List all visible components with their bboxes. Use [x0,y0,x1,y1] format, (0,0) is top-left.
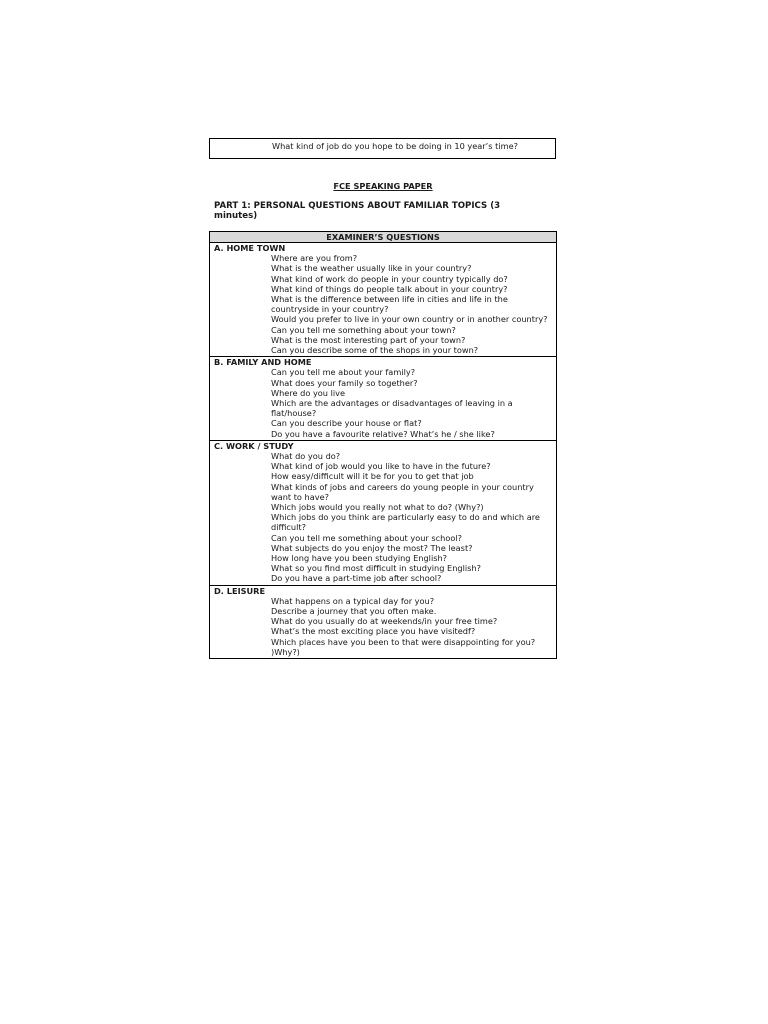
question-item: Can you tell me something about your school? [271,532,462,543]
question-item: What is the difference between life in cities and life in the countryside in your country? [271,294,508,315]
question-item: Where are you from? [271,253,358,264]
question-item: Can you tell me about your family? [271,367,416,378]
question-item: Which jobs would you really not what to do? (Why?) [271,502,484,513]
previous-page-table-box [209,138,556,159]
question-item: What subjects do you enjoy the most? The least? [271,542,473,553]
question-item: Would you prefer to live in your own country or in another country? [271,314,548,325]
question-item: What does your family so together? [271,377,418,388]
question-item: Can you describe some of the shops in your town? [271,345,479,356]
table-header: EXAMINER’S QUESTIONS [210,232,556,243]
section-title: D. LEISURE [214,585,266,596]
question-item: What kinds of jobs and careers do young people in your country want to have? [271,481,534,502]
question-item: What is the weather usually like in your country? [271,263,472,274]
question-item: Do you have a part-time job after school? [271,573,442,584]
question-section [210,243,556,357]
question-item: Can you describe your house or flat? [271,418,422,429]
question-item: What kind of work do people in your country typically do? [271,273,508,284]
question-item: Which jobs do you think are particularly easy to do and which are difficult? [271,512,540,533]
document-title: FCE SPEAKING PAPER [333,181,433,191]
question-item: What happens on a typical day for you? [271,595,435,606]
question-item: How easy/difficult will it be for you to get that job [271,471,474,482]
question-section [210,441,556,586]
question-item: Do you have a favourite relative? What’s he / she like? [271,428,495,439]
question-item: What’s the most exciting place you have visitedf? [271,626,476,637]
examiner-questions-table [209,231,557,659]
question-section [210,586,556,658]
question-item: Which are the advantages or disadvantages of leaving in a flat/house? [271,398,513,419]
question-item: What kind of things do people talk about in your country? [271,283,508,294]
question-item: How long have you been studying English? [271,553,448,564]
question-item: Can you tell me something about your town? [271,324,456,335]
question-item: What kind of job would you like to have in the future? [271,461,491,472]
part-heading: PART 1: PERSONAL QUESTIONS ABOUT FAMILIAR TOPICS (3 minutes) [214,201,501,222]
question-item: What is the most interesting part of your town? [271,334,466,345]
section-title: C. WORK / STUDY [214,440,294,451]
question-item: What do you usually do at weekends/in your free time? [271,616,498,627]
question-item: Where do you live [271,387,346,398]
section-title: A. HOME TOWN [214,243,286,253]
table-sections [210,243,556,658]
section-title: B. FAMILY AND HOME [214,357,312,368]
question-item: What so you find most difficult in studying English? [271,563,481,574]
question-section [210,357,556,441]
question-item: Which places have you been to that were disappointing for you? )Why?) [271,636,536,657]
question-item: What do you do? [271,451,341,462]
top-question: What kind of job do you hope to be doing in 10 year’s time? [272,141,518,151]
question-item: Describe a journey that you often make. [271,606,437,617]
